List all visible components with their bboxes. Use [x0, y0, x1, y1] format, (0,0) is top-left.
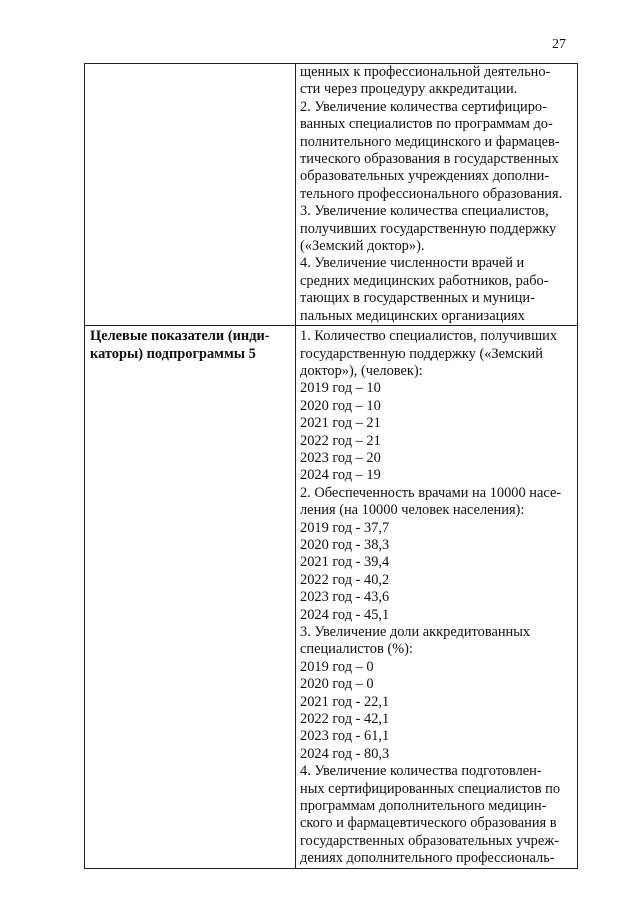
content-text-line: средних медицинских работников, рабо- — [300, 272, 549, 289]
content-text-line: получивших государственную поддержку — [300, 220, 557, 237]
content-text-line: 1. Количество специалистов, получивших — [300, 328, 558, 345]
content-text-line: ных сертифицированных специалистов по — [300, 780, 561, 797]
content-text-line: 2020 год – 10 — [300, 397, 381, 414]
content-text-line: ванных специалистов по программам до- — [300, 116, 553, 133]
content-text-line: 2020 год – 0 — [300, 676, 374, 693]
content-text-line: сти через процедуру аккредитации. — [300, 81, 518, 98]
content-text-line: 2024 год – 19 — [300, 467, 381, 484]
content-text-line: 2022 год – 21 — [300, 432, 381, 449]
content-text-line: щенных к профессиональной деятельно- — [300, 64, 551, 80]
content-text-line: 2021 год - 39,4 — [300, 554, 390, 571]
content-text-line: 2022 год - 42,1 — [300, 711, 390, 728]
content-text-line: дениях дополнительного профессиональ- — [300, 850, 555, 867]
content-text-line: государственную поддержку («Земский — [300, 345, 543, 362]
table-cell-label — [85, 326, 296, 869]
content-text-line: тельного профессионального образования. — [300, 185, 563, 202]
content-text-line: 4. Увеличение количества подготовлен- — [300, 763, 542, 780]
content-text-line: 2019 год – 10 — [300, 380, 381, 397]
content-text-line: 2. Увеличение количества сертифициро- — [300, 98, 547, 115]
content-text-line: 2020 год - 38,3 — [300, 536, 390, 553]
content-text-line: тического образования в государственных — [300, 151, 559, 168]
content-text-line: 3. Увеличение доли аккредитованных — [300, 624, 531, 640]
content-text-line: 2. Обеспеченность врачами на 10000 насе- — [300, 484, 562, 501]
content-text-line: доктор»), (человек): — [300, 362, 423, 379]
content-text-line: 2021 год – 21 — [300, 415, 381, 432]
content-text-line: государственных образовательных учреж- — [300, 832, 559, 849]
label-text-line: каторы) подпрограммы 5 — [90, 345, 256, 362]
content-text-line: 3. Увеличение количества специалистов, — [300, 203, 549, 220]
content-text-line: 2022 год - 40,2 — [300, 571, 390, 588]
content-text-line: 2021 год - 22,1 — [300, 693, 390, 710]
content-text-line: 2024 год - 80,3 — [300, 745, 390, 762]
label-text-line: Целевые показатели (инди- — [90, 328, 270, 345]
table-row — [85, 326, 578, 869]
content-text-line: 2023 год - 43,6 — [300, 589, 390, 606]
content-text-line: 2019 год - 37,7 — [300, 519, 390, 536]
content-text-line: 2019 год – 0 — [300, 658, 374, 675]
content-text-line: ления (на 10000 человек населения): — [300, 502, 525, 519]
content-text-line: образовательных учреждениях дополни- — [300, 168, 550, 185]
subprogram-passport-table — [84, 63, 578, 869]
content-text-line: 2023 год - 61,1 — [300, 728, 390, 745]
content-text-line: 2023 год – 20 — [300, 449, 381, 466]
content-text-line: полнительного медицинского и фармацев- — [300, 133, 560, 150]
page-number: 27 — [552, 37, 566, 52]
table-cell-label — [85, 64, 296, 326]
content-text-line: тающих в государственных и муници- — [300, 290, 535, 307]
table-cell-content — [296, 326, 578, 869]
table-cell-content — [296, 64, 578, 326]
content-text-line: пальных медицинских организациях — [300, 307, 525, 324]
content-text-line: 2024 год - 45,1 — [300, 606, 390, 623]
content-text-line: программам дополнительного медицин- — [300, 798, 547, 815]
content-text-line: ского и фармацевтического образования в — [300, 815, 557, 832]
content-text-line: 4. Увеличение численности врачей и — [300, 255, 525, 272]
table-row — [85, 64, 578, 326]
content-text-line: специалистов (%): — [300, 641, 413, 658]
content-text-line: («Земский доктор»). — [300, 238, 425, 255]
